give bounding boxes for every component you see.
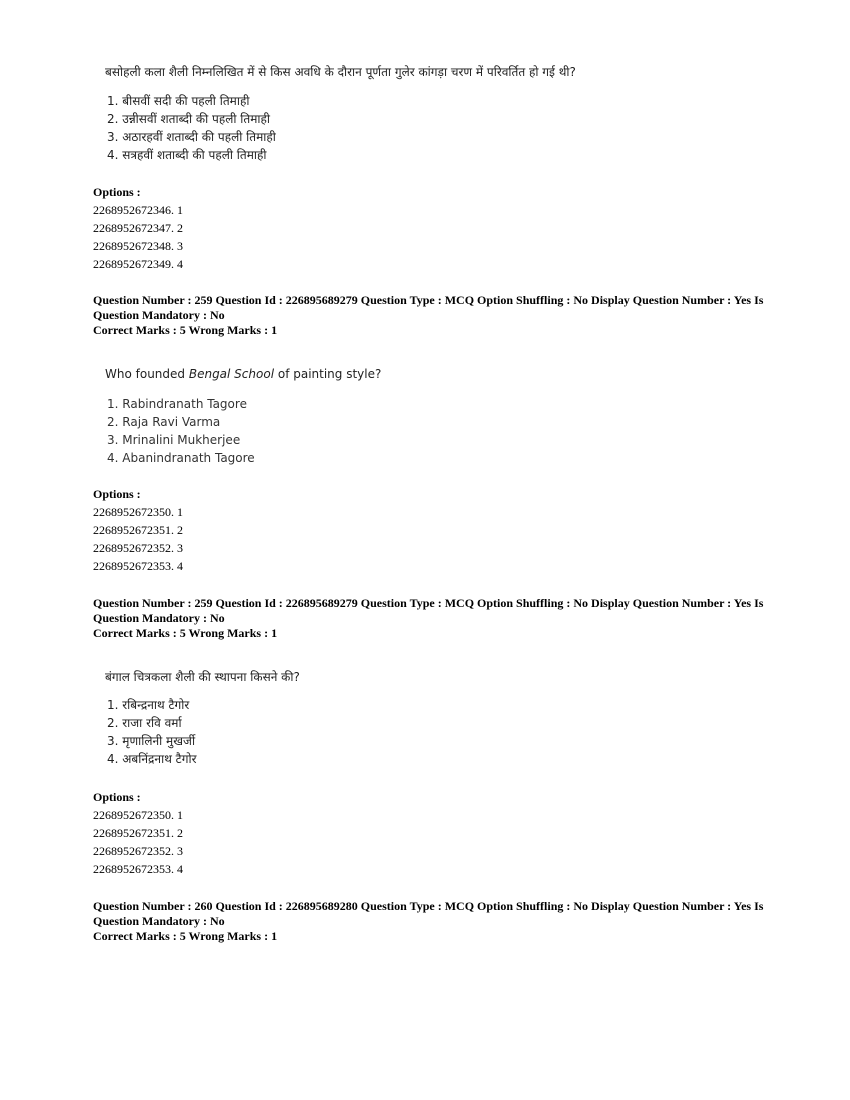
question-italic: Bengal School [188, 367, 275, 381]
answer-list-1 [107, 92, 276, 164]
meta-line: Question Mandatory : No [93, 914, 225, 928]
answer-option: 3. Mrinalini Mukherjee [107, 433, 241, 447]
answer-option: 1. बीसवीं सदी की पहली तिमाही [107, 94, 250, 108]
option-id: 2268952672350. 1 [93, 505, 183, 519]
answer-list-2 [107, 395, 255, 467]
options-label: Options : [93, 185, 141, 199]
option-id: 2268952672351. 2 [93, 826, 183, 840]
answer-option: 4. अबनिंद्रनाथ टैगोर [107, 752, 197, 766]
answer-option: 2. Raja Ravi Varma [107, 415, 221, 429]
answer-option: 3. अठारहवीं शताब्दी की पहली तिमाही [107, 130, 276, 144]
options-block-2 [93, 486, 183, 575]
meta-line: Question Mandatory : No [93, 611, 225, 625]
question-meta-1 [93, 293, 773, 338]
option-id: 2268952672347. 2 [93, 221, 183, 235]
answer-option: 4. Abanindranath Tagore [107, 451, 255, 465]
options-block-1 [93, 184, 183, 273]
options-block-3 [93, 789, 183, 878]
question-text-english-2 [105, 367, 381, 381]
answer-list-3 [107, 696, 197, 768]
meta-line: Correct Marks : 5 Wrong Marks : 1 [93, 929, 278, 943]
answer-option: 2. राजा रवि वर्मा [107, 716, 182, 730]
option-id: 2268952672351. 2 [93, 523, 183, 537]
question-text-hindi-3: बंगाल चित्रकला शैली की स्थापना किसने की? [105, 670, 300, 684]
meta-line: Correct Marks : 5 Wrong Marks : 1 [93, 626, 278, 640]
answer-option: 4. सत्रहवीं शताब्दी की पहली तिमाही [107, 148, 267, 162]
meta-line: Question Number : 259 Question Id : 226895689279 Question Type : MCQ Option Shuffling : No Display Question Number : Yes Is [93, 596, 764, 610]
meta-line: Question Number : 260 Question Id : 226895689280 Question Type : MCQ Option Shuffling : No Display Question Number : Yes Is [93, 899, 764, 913]
option-id: 2268952672352. 3 [93, 541, 183, 555]
options-label: Options : [93, 790, 141, 804]
question-meta-2 [93, 596, 773, 641]
question-suffix: of painting style? [274, 367, 382, 381]
option-id: 2268952672346. 1 [93, 203, 183, 217]
meta-line: Question Mandatory : No [93, 308, 225, 322]
option-id: 2268952672349. 4 [93, 257, 183, 271]
answer-option: 3. मृणालिनी मुखर्जी [107, 734, 196, 748]
option-id: 2268952672350. 1 [93, 808, 183, 822]
options-label: Options : [93, 487, 141, 501]
meta-line: Correct Marks : 5 Wrong Marks : 1 [93, 323, 278, 337]
answer-option: 1. रबिन्द्रनाथ टैगोर [107, 698, 190, 712]
meta-line: Question Number : 259 Question Id : 226895689279 Question Type : MCQ Option Shuffling : No Display Question Number : Yes Is [93, 293, 764, 307]
question-prefix: Who founded [105, 367, 189, 381]
option-id: 2268952672352. 3 [93, 844, 183, 858]
option-id: 2268952672348. 3 [93, 239, 183, 253]
answer-option: 2. उन्नीसवीं शताब्दी की पहली तिमाही [107, 112, 270, 126]
question-text-hindi-1: बसोहली कला शैली निम्नलिखित में से किस अवधि के दौरान पूर्णता गुलेर कांगड़ा चरण में परिवर्तित हो गई थी? [105, 65, 576, 79]
option-id: 2268952672353. 4 [93, 862, 183, 876]
question-meta-3 [93, 899, 773, 944]
option-id: 2268952672353. 4 [93, 559, 183, 573]
answer-option: 1. Rabindranath Tagore [107, 397, 247, 411]
